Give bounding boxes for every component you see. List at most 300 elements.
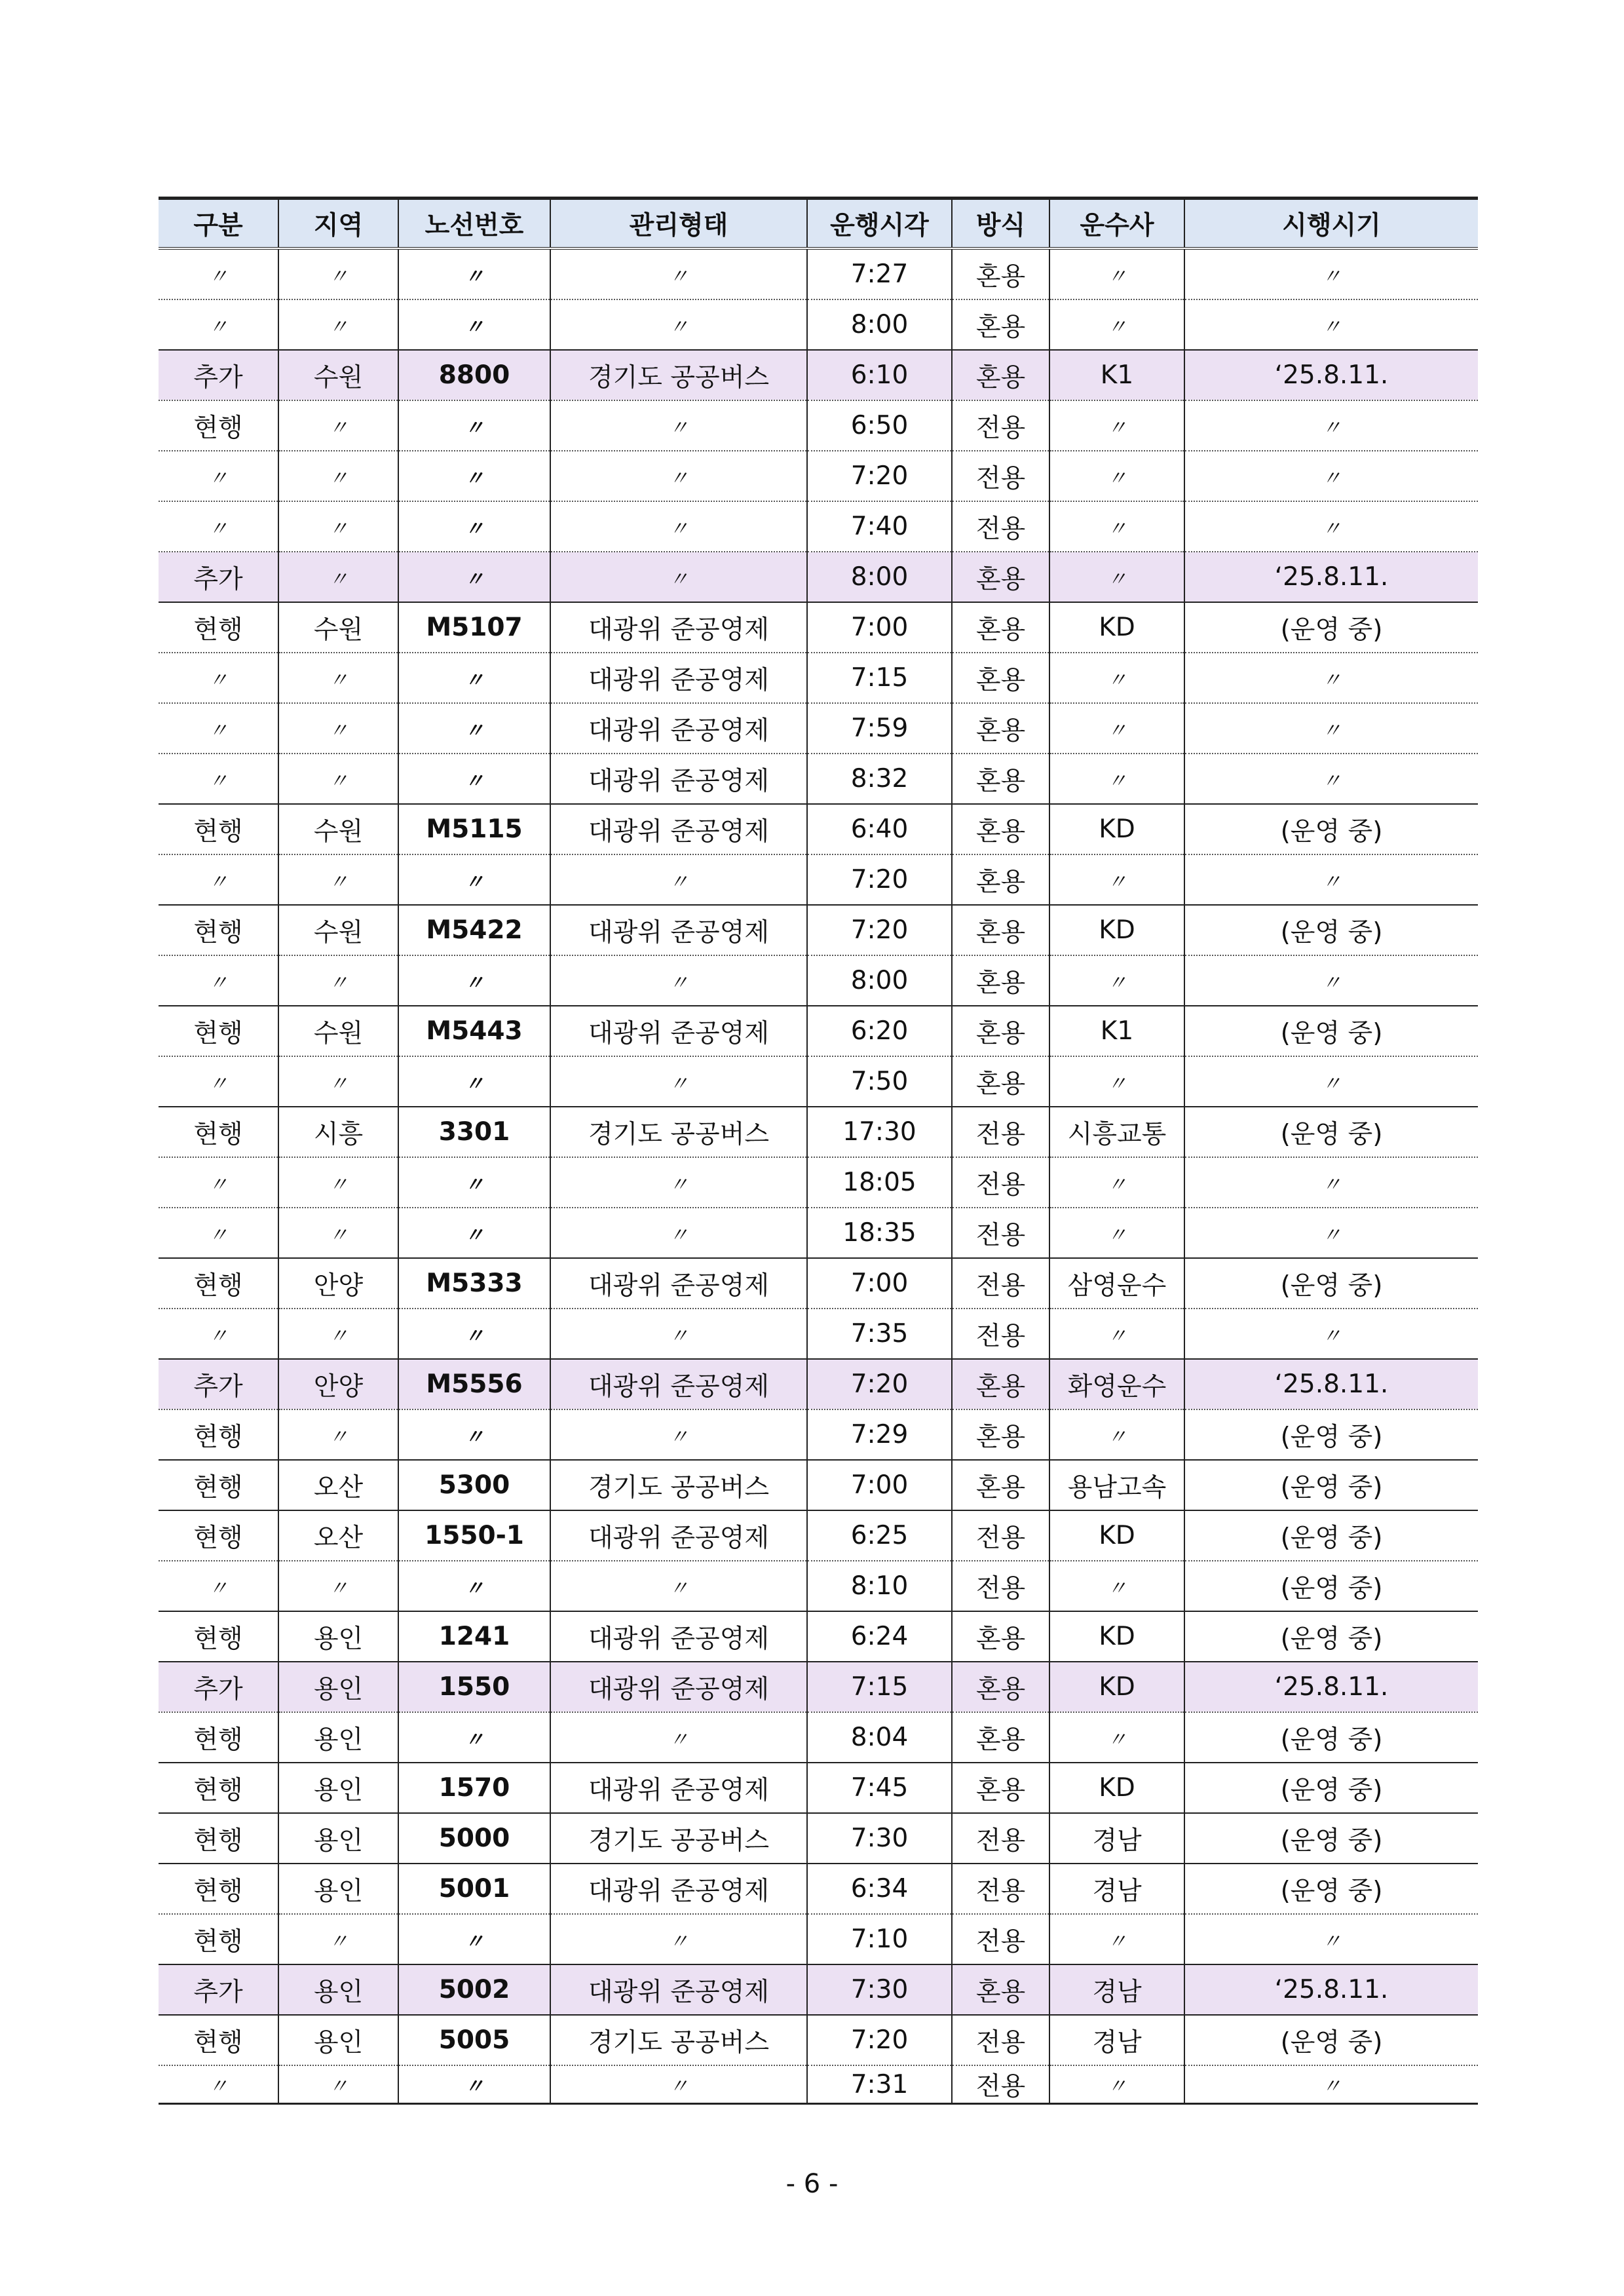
- cell-category: 현행: [159, 2015, 278, 2065]
- cell-departure-time: 8:00: [807, 955, 952, 1006]
- cell-operator: 〃: [1049, 754, 1184, 804]
- table-row: [159, 1561, 1478, 1611]
- cell-operator: 〃: [1049, 1712, 1184, 1763]
- cell-route-number: 〃: [398, 1561, 550, 1611]
- cell-region: 오산: [278, 1510, 398, 1561]
- cell-management-type: 대광위 준공영제: [550, 1662, 807, 1712]
- cell-region: 용인: [278, 1813, 398, 1864]
- cell-effective-date: 〃: [1184, 1208, 1478, 1258]
- cell-operator: KD: [1049, 1763, 1184, 1813]
- cell-region: 〃: [278, 1208, 398, 1258]
- cell-category: 현행: [159, 602, 278, 653]
- cell-operator: KD: [1049, 602, 1184, 653]
- cell-operator: 화영운수: [1049, 1359, 1184, 1409]
- cell-effective-date: (운영 중): [1184, 1107, 1478, 1157]
- cell-departure-time: 6:24: [807, 1611, 952, 1662]
- cell-departure-time: 8:04: [807, 1712, 952, 1763]
- cell-region: 〃: [278, 955, 398, 1006]
- cell-lane-mode: 전용: [952, 501, 1049, 552]
- cell-category: 〃: [159, 754, 278, 804]
- cell-departure-time: 6:50: [807, 400, 952, 451]
- cell-management-type: 경기도 공공버스: [550, 2015, 807, 2065]
- cell-category: 현행: [159, 1510, 278, 1561]
- table-row: [159, 1712, 1478, 1763]
- cell-route-number: M5443: [398, 1006, 550, 1056]
- table-row: [159, 2065, 1478, 2104]
- cell-departure-time: 6:10: [807, 350, 952, 400]
- cell-region: 수원: [278, 905, 398, 955]
- cell-management-type: 대광위 준공영제: [550, 653, 807, 703]
- cell-region: 용인: [278, 1712, 398, 1763]
- cell-management-type: 〃: [550, 299, 807, 350]
- cell-operator: 용남고속: [1049, 1460, 1184, 1510]
- cell-management-type: 〃: [550, 1208, 807, 1258]
- cell-region: 〃: [278, 501, 398, 552]
- cell-management-type: 〃: [550, 501, 807, 552]
- cell-region: 용인: [278, 1662, 398, 1712]
- cell-operator: 〃: [1049, 552, 1184, 602]
- cell-region: 〃: [278, 1561, 398, 1611]
- cell-category: 추가: [159, 350, 278, 400]
- cell-management-type: 대광위 준공영제: [550, 1258, 807, 1309]
- cell-departure-time: 7:40: [807, 501, 952, 552]
- table-row: [159, 350, 1478, 400]
- header-category: 구분: [159, 199, 278, 249]
- cell-departure-time: 7:15: [807, 1662, 952, 1712]
- cell-lane-mode: 전용: [952, 1864, 1049, 1914]
- table-row: [159, 653, 1478, 703]
- cell-category: 현행: [159, 1107, 278, 1157]
- cell-effective-date: 〃: [1184, 1056, 1478, 1107]
- cell-operator: 경남: [1049, 1813, 1184, 1864]
- cell-departure-time: 7:30: [807, 1813, 952, 1864]
- cell-departure-time: 6:25: [807, 1510, 952, 1561]
- table-row: [159, 905, 1478, 955]
- cell-region: 용인: [278, 1763, 398, 1813]
- cell-region: 용인: [278, 2015, 398, 2065]
- cell-lane-mode: 전용: [952, 2015, 1049, 2065]
- cell-departure-time: 7:59: [807, 703, 952, 754]
- cell-lane-mode: 혼용: [952, 653, 1049, 703]
- cell-region: 〃: [278, 1914, 398, 1964]
- cell-route-number: 1550-1: [398, 1510, 550, 1561]
- cell-operator: 경남: [1049, 1964, 1184, 2015]
- cell-category: 추가: [159, 1662, 278, 1712]
- cell-effective-date: 〃: [1184, 451, 1478, 501]
- cell-departure-time: 7:20: [807, 2015, 952, 2065]
- cell-departure-time: 7:00: [807, 1460, 952, 1510]
- cell-operator: 〃: [1049, 400, 1184, 451]
- cell-effective-date: (운영 중): [1184, 1813, 1478, 1864]
- cell-route-number: 〃: [398, 955, 550, 1006]
- cell-effective-date: 〃: [1184, 754, 1478, 804]
- cell-effective-date: (운영 중): [1184, 1258, 1478, 1309]
- table-row: [159, 1662, 1478, 1712]
- cell-management-type: 〃: [550, 552, 807, 602]
- cell-management-type: 〃: [550, 400, 807, 451]
- cell-lane-mode: 전용: [952, 451, 1049, 501]
- cell-route-number: 5002: [398, 1964, 550, 2015]
- cell-departure-time: 7:20: [807, 451, 952, 501]
- cell-operator: KD: [1049, 804, 1184, 854]
- table-row: [159, 1258, 1478, 1309]
- cell-lane-mode: 혼용: [952, 1712, 1049, 1763]
- table-row: [159, 1359, 1478, 1409]
- cell-effective-date: 〃: [1184, 955, 1478, 1006]
- cell-departure-time: 8:00: [807, 299, 952, 350]
- cell-category: 〃: [159, 248, 278, 299]
- table-row: [159, 1510, 1478, 1561]
- header-effective-date: 시행시기: [1184, 199, 1478, 249]
- cell-management-type: 경기도 공공버스: [550, 1107, 807, 1157]
- cell-lane-mode: 혼용: [952, 1460, 1049, 1510]
- cell-operator: 〃: [1049, 1914, 1184, 1964]
- cell-route-number: 5000: [398, 1813, 550, 1864]
- cell-management-type: 경기도 공공버스: [550, 1460, 807, 1510]
- cell-route-number: 5005: [398, 2015, 550, 2065]
- cell-route-number: 1550: [398, 1662, 550, 1712]
- cell-region: 용인: [278, 1864, 398, 1914]
- cell-category: 현행: [159, 905, 278, 955]
- cell-operator: 〃: [1049, 1056, 1184, 1107]
- cell-category: 현행: [159, 1460, 278, 1510]
- cell-route-number: 〃: [398, 1712, 550, 1763]
- cell-region: 〃: [278, 1409, 398, 1460]
- cell-effective-date: (운영 중): [1184, 1763, 1478, 1813]
- cell-effective-date: ‘25.8.11.: [1184, 350, 1478, 400]
- cell-lane-mode: 혼용: [952, 248, 1049, 299]
- cell-region: 오산: [278, 1460, 398, 1510]
- table-row: [159, 1006, 1478, 1056]
- cell-lane-mode: 혼용: [952, 854, 1049, 905]
- table-header-row: [159, 199, 1478, 249]
- cell-departure-time: 6:34: [807, 1864, 952, 1914]
- table-row: [159, 1056, 1478, 1107]
- cell-operator: 〃: [1049, 501, 1184, 552]
- cell-lane-mode: 전용: [952, 2065, 1049, 2104]
- cell-route-number: 〃: [398, 1056, 550, 1107]
- cell-management-type: 〃: [550, 854, 807, 905]
- header-departure-time: 운행시각: [807, 199, 952, 249]
- cell-management-type: 〃: [550, 1157, 807, 1208]
- cell-category: 추가: [159, 1964, 278, 2015]
- cell-route-number: 〃: [398, 1409, 550, 1460]
- table-row: [159, 1107, 1478, 1157]
- cell-management-type: 〃: [550, 955, 807, 1006]
- cell-region: 용인: [278, 1964, 398, 2015]
- cell-route-number: M5422: [398, 905, 550, 955]
- cell-region: 〃: [278, 854, 398, 905]
- cell-lane-mode: 혼용: [952, 804, 1049, 854]
- cell-category: 추가: [159, 1359, 278, 1409]
- cell-route-number: 3301: [398, 1107, 550, 1157]
- cell-category: 현행: [159, 1611, 278, 1662]
- cell-management-type: 〃: [550, 1409, 807, 1460]
- bus-schedule-table: [159, 197, 1478, 2105]
- cell-lane-mode: 혼용: [952, 552, 1049, 602]
- table-row: [159, 2015, 1478, 2065]
- cell-lane-mode: 혼용: [952, 1763, 1049, 1813]
- table-row: [159, 1813, 1478, 1864]
- cell-operator: 〃: [1049, 1309, 1184, 1359]
- cell-management-type: 〃: [550, 248, 807, 299]
- cell-management-type: 경기도 공공버스: [550, 1813, 807, 1864]
- cell-route-number: 5300: [398, 1460, 550, 1510]
- table-row: [159, 754, 1478, 804]
- cell-departure-time: 7:45: [807, 1763, 952, 1813]
- cell-route-number: 〃: [398, 1208, 550, 1258]
- cell-route-number: 〃: [398, 248, 550, 299]
- cell-management-type: 〃: [550, 1309, 807, 1359]
- cell-operator: 〃: [1049, 451, 1184, 501]
- cell-effective-date: (운영 중): [1184, 804, 1478, 854]
- cell-management-type: 대광위 준공영제: [550, 1510, 807, 1561]
- cell-category: 〃: [159, 854, 278, 905]
- cell-departure-time: 17:30: [807, 1107, 952, 1157]
- cell-operator: KD: [1049, 1510, 1184, 1561]
- cell-lane-mode: 혼용: [952, 1056, 1049, 1107]
- cell-category: 〃: [159, 501, 278, 552]
- cell-operator: 〃: [1049, 955, 1184, 1006]
- cell-lane-mode: 혼용: [952, 1662, 1049, 1712]
- table-row: [159, 1208, 1478, 1258]
- cell-effective-date: (운영 중): [1184, 602, 1478, 653]
- cell-management-type: 경기도 공공버스: [550, 350, 807, 400]
- page-number: - 6 -: [785, 2169, 839, 2199]
- header-region: 지역: [278, 199, 398, 249]
- cell-departure-time: 7:50: [807, 1056, 952, 1107]
- cell-operator: 〃: [1049, 854, 1184, 905]
- cell-category: 현행: [159, 1258, 278, 1309]
- cell-management-type: 대광위 준공영제: [550, 1006, 807, 1056]
- cell-effective-date: (운영 중): [1184, 2015, 1478, 2065]
- cell-lane-mode: 전용: [952, 1561, 1049, 1611]
- cell-effective-date: (운영 중): [1184, 1006, 1478, 1056]
- cell-effective-date: 〃: [1184, 703, 1478, 754]
- cell-region: 〃: [278, 2065, 398, 2104]
- cell-operator: K1: [1049, 350, 1184, 400]
- table-row: [159, 1964, 1478, 2015]
- cell-effective-date: 〃: [1184, 1914, 1478, 1964]
- cell-operator: KD: [1049, 1611, 1184, 1662]
- cell-effective-date: (운영 중): [1184, 1561, 1478, 1611]
- cell-effective-date: (운영 중): [1184, 1611, 1478, 1662]
- cell-lane-mode: 전용: [952, 1914, 1049, 1964]
- cell-management-type: 대광위 준공영제: [550, 754, 807, 804]
- cell-operator: KD: [1049, 1662, 1184, 1712]
- cell-lane-mode: 혼용: [952, 1409, 1049, 1460]
- cell-category: 현행: [159, 1763, 278, 1813]
- cell-management-type: 대광위 준공영제: [550, 804, 807, 854]
- cell-lane-mode: 혼용: [952, 905, 1049, 955]
- cell-operator: 〃: [1049, 653, 1184, 703]
- cell-category: 현행: [159, 1006, 278, 1056]
- cell-category: 〃: [159, 1309, 278, 1359]
- table-row: [159, 1157, 1478, 1208]
- cell-region: 〃: [278, 248, 398, 299]
- cell-region: 〃: [278, 299, 398, 350]
- cell-departure-time: 8:00: [807, 552, 952, 602]
- cell-management-type: 〃: [550, 1914, 807, 1964]
- table-row: [159, 1864, 1478, 1914]
- table-row: [159, 1309, 1478, 1359]
- cell-route-number: 〃: [398, 854, 550, 905]
- table-row: [159, 552, 1478, 602]
- cell-route-number: 〃: [398, 1309, 550, 1359]
- table-row: [159, 602, 1478, 653]
- cell-route-number: 1570: [398, 1763, 550, 1813]
- cell-management-type: 〃: [550, 1561, 807, 1611]
- cell-operator: K1: [1049, 1006, 1184, 1056]
- cell-route-number: M5333: [398, 1258, 550, 1309]
- cell-operator: 〃: [1049, 1561, 1184, 1611]
- cell-region: 〃: [278, 653, 398, 703]
- cell-lane-mode: 전용: [952, 1309, 1049, 1359]
- cell-category: 현행: [159, 400, 278, 451]
- cell-lane-mode: 전용: [952, 1813, 1049, 1864]
- cell-region: 안양: [278, 1359, 398, 1409]
- cell-route-number: 〃: [398, 1157, 550, 1208]
- cell-region: 〃: [278, 754, 398, 804]
- cell-effective-date: ‘25.8.11.: [1184, 1359, 1478, 1409]
- cell-effective-date: 〃: [1184, 2065, 1478, 2104]
- table-row: [159, 451, 1478, 501]
- cell-region: 수원: [278, 804, 398, 854]
- cell-departure-time: 7:10: [807, 1914, 952, 1964]
- cell-departure-time: 7:30: [807, 1964, 952, 2015]
- cell-category: 〃: [159, 299, 278, 350]
- cell-management-type: 〃: [550, 2065, 807, 2104]
- header-management-type: 관리형태: [550, 199, 807, 249]
- cell-departure-time: 6:20: [807, 1006, 952, 1056]
- cell-effective-date: 〃: [1184, 854, 1478, 905]
- cell-category: 〃: [159, 653, 278, 703]
- cell-operator: 〃: [1049, 1409, 1184, 1460]
- cell-departure-time: 7:27: [807, 248, 952, 299]
- cell-management-type: 대광위 준공영제: [550, 1611, 807, 1662]
- cell-lane-mode: 전용: [952, 1510, 1049, 1561]
- cell-operator: 〃: [1049, 299, 1184, 350]
- cell-region: 수원: [278, 1006, 398, 1056]
- cell-departure-time: 18:35: [807, 1208, 952, 1258]
- cell-effective-date: 〃: [1184, 501, 1478, 552]
- cell-operator: KD: [1049, 905, 1184, 955]
- cell-management-type: 대광위 준공영제: [550, 1763, 807, 1813]
- cell-route-number: 〃: [398, 653, 550, 703]
- table-row: [159, 299, 1478, 350]
- cell-category: 〃: [159, 1561, 278, 1611]
- cell-effective-date: (운영 중): [1184, 1712, 1478, 1763]
- table-row: [159, 955, 1478, 1006]
- cell-category: 추가: [159, 552, 278, 602]
- cell-lane-mode: 혼용: [952, 955, 1049, 1006]
- table-row: [159, 1460, 1478, 1510]
- cell-effective-date: ‘25.8.11.: [1184, 552, 1478, 602]
- cell-operator: 경남: [1049, 2015, 1184, 2065]
- cell-management-type: 대광위 준공영제: [550, 1964, 807, 2015]
- cell-lane-mode: 혼용: [952, 1359, 1049, 1409]
- cell-lane-mode: 전용: [952, 400, 1049, 451]
- cell-effective-date: 〃: [1184, 299, 1478, 350]
- cell-effective-date: 〃: [1184, 1157, 1478, 1208]
- cell-departure-time: 7:20: [807, 1359, 952, 1409]
- cell-category: 〃: [159, 451, 278, 501]
- cell-departure-time: 7:31: [807, 2065, 952, 2104]
- cell-route-number: M5107: [398, 602, 550, 653]
- cell-route-number: 〃: [398, 1914, 550, 1964]
- cell-effective-date: ‘25.8.11.: [1184, 1964, 1478, 2015]
- cell-departure-time: 8:10: [807, 1561, 952, 1611]
- cell-management-type: 대광위 준공영제: [550, 1359, 807, 1409]
- cell-departure-time: 7:29: [807, 1409, 952, 1460]
- cell-departure-time: 7:15: [807, 653, 952, 703]
- cell-region: 〃: [278, 1056, 398, 1107]
- cell-departure-time: 7:35: [807, 1309, 952, 1359]
- cell-effective-date: 〃: [1184, 653, 1478, 703]
- cell-departure-time: 7:20: [807, 854, 952, 905]
- cell-management-type: 대광위 준공영제: [550, 1864, 807, 1914]
- cell-operator: 〃: [1049, 248, 1184, 299]
- cell-category: 〃: [159, 1208, 278, 1258]
- cell-lane-mode: 전용: [952, 1258, 1049, 1309]
- cell-lane-mode: 전용: [952, 1157, 1049, 1208]
- cell-region: 〃: [278, 552, 398, 602]
- cell-lane-mode: 혼용: [952, 703, 1049, 754]
- cell-route-number: 〃: [398, 552, 550, 602]
- cell-operator: 〃: [1049, 1157, 1184, 1208]
- table-row: [159, 703, 1478, 754]
- cell-effective-date: (운영 중): [1184, 1460, 1478, 1510]
- header-lane-mode: 방식: [952, 199, 1049, 249]
- cell-route-number: 〃: [398, 451, 550, 501]
- cell-category: 현행: [159, 804, 278, 854]
- cell-departure-time: 7:00: [807, 1258, 952, 1309]
- cell-operator: 시흥교통: [1049, 1107, 1184, 1157]
- cell-route-number: M5556: [398, 1359, 550, 1409]
- cell-departure-time: 18:05: [807, 1157, 952, 1208]
- table-row: [159, 248, 1478, 299]
- cell-region: 안양: [278, 1258, 398, 1309]
- cell-management-type: 대광위 준공영제: [550, 905, 807, 955]
- table-row: [159, 854, 1478, 905]
- cell-operator: 〃: [1049, 1208, 1184, 1258]
- cell-region: 수원: [278, 602, 398, 653]
- cell-route-number: 1241: [398, 1611, 550, 1662]
- cell-route-number: 〃: [398, 754, 550, 804]
- cell-category: 현행: [159, 1864, 278, 1914]
- cell-operator: 경남: [1049, 1864, 1184, 1914]
- cell-region: 수원: [278, 350, 398, 400]
- cell-management-type: 대광위 준공영제: [550, 602, 807, 653]
- cell-operator: 〃: [1049, 703, 1184, 754]
- cell-lane-mode: 혼용: [952, 1611, 1049, 1662]
- cell-lane-mode: 혼용: [952, 350, 1049, 400]
- table-row: [159, 1409, 1478, 1460]
- header-operator: 운수사: [1049, 199, 1184, 249]
- cell-operator: 삼영운수: [1049, 1258, 1184, 1309]
- cell-effective-date: 〃: [1184, 1309, 1478, 1359]
- cell-region: 〃: [278, 400, 398, 451]
- cell-management-type: 〃: [550, 451, 807, 501]
- cell-region: 시흥: [278, 1107, 398, 1157]
- cell-region: 〃: [278, 1309, 398, 1359]
- cell-route-number: 〃: [398, 2065, 550, 2104]
- cell-effective-date: (운영 중): [1184, 905, 1478, 955]
- cell-lane-mode: 혼용: [952, 754, 1049, 804]
- cell-category: 〃: [159, 1157, 278, 1208]
- cell-departure-time: 7:20: [807, 905, 952, 955]
- table-row: [159, 400, 1478, 451]
